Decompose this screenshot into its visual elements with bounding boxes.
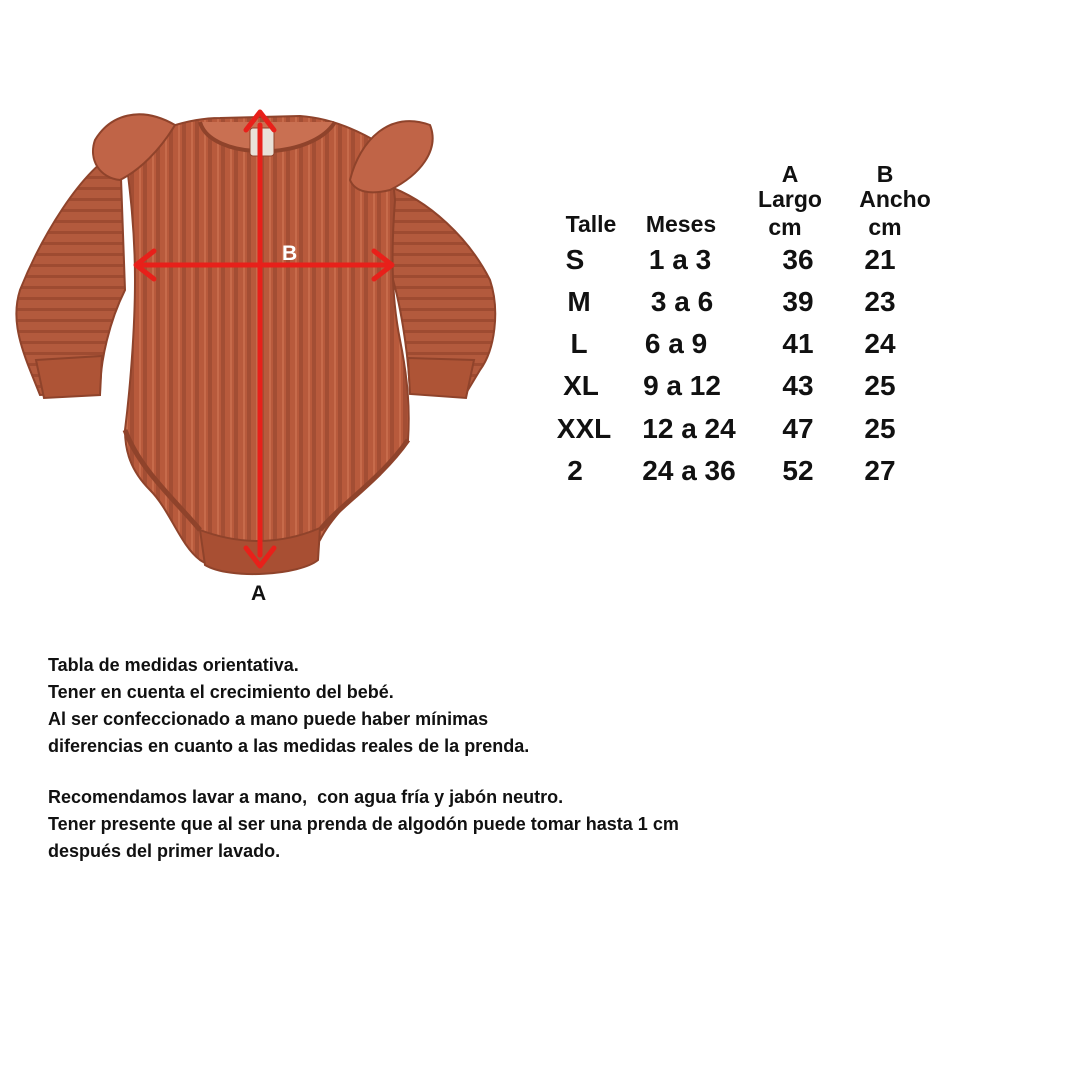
notes-measurements	[48, 652, 529, 760]
note-line: Tener en cuenta el crecimiento del bebé.	[48, 682, 394, 702]
cell-talle: 2	[567, 455, 583, 486]
cell-ancho: 21	[864, 244, 896, 275]
cell-talle: M	[567, 286, 591, 317]
cell-meses: 3 a 6	[650, 286, 714, 317]
right-cuff	[408, 358, 474, 398]
cell-ancho: 23	[864, 286, 896, 317]
header-meses: Meses	[645, 211, 717, 237]
note-line: Recomendamos lavar a mano, con agua fría y jabón neutro.	[48, 787, 564, 807]
cell-meses: 6 a 9	[644, 328, 708, 359]
size-table	[550, 160, 970, 500]
cell-talle: S	[565, 244, 585, 275]
header-b-unit: cm	[868, 214, 902, 240]
header-b-name: Ancho	[859, 186, 931, 212]
label-b: B	[282, 242, 298, 265]
cell-talle: XXL	[556, 413, 612, 444]
note-line: Tabla de medidas orientativa.	[48, 655, 299, 675]
left-cuff	[36, 356, 102, 398]
cell-meses: 9 a 12	[643, 370, 721, 401]
header-a-letter: A	[781, 161, 799, 187]
header-a-unit: cm	[768, 214, 802, 240]
cell-ancho: 27	[864, 455, 896, 486]
cell-largo: 52	[782, 455, 814, 486]
notes-care	[48, 784, 679, 865]
header-a-name: Largo	[758, 186, 822, 212]
cell-talle: L	[570, 328, 588, 359]
cell-talle: XL	[563, 370, 599, 401]
cell-largo: 36	[782, 244, 814, 275]
cell-ancho: 25	[864, 413, 896, 444]
cell-meses: 1 a 3	[648, 244, 712, 275]
note-line: Tener presente que al ser una prenda de algodón puede tomar hasta 1 cm	[48, 814, 679, 834]
cell-largo: 39	[782, 286, 814, 317]
right-ruffle	[350, 121, 433, 192]
header-talle: Talle	[565, 211, 617, 237]
cell-meses: 12 a 24	[642, 413, 736, 444]
cell-ancho: 24	[864, 328, 896, 359]
note-line: Al ser confeccionado a mano puede haber mínimas	[48, 709, 489, 729]
header-b-letter: B	[876, 161, 894, 187]
cell-largo: 41	[782, 328, 814, 359]
note-line: diferencias en cuanto a las medidas reales de la prenda.	[48, 736, 530, 756]
bodysuit-illustration	[0, 0, 520, 620]
label-a: A	[251, 582, 267, 605]
note-line: después del primer lavado.	[48, 841, 281, 861]
cell-largo: 47	[782, 413, 814, 444]
cell-meses: 24 a 36	[642, 455, 736, 486]
cell-ancho: 25	[864, 370, 896, 401]
cell-largo: 43	[782, 370, 814, 401]
